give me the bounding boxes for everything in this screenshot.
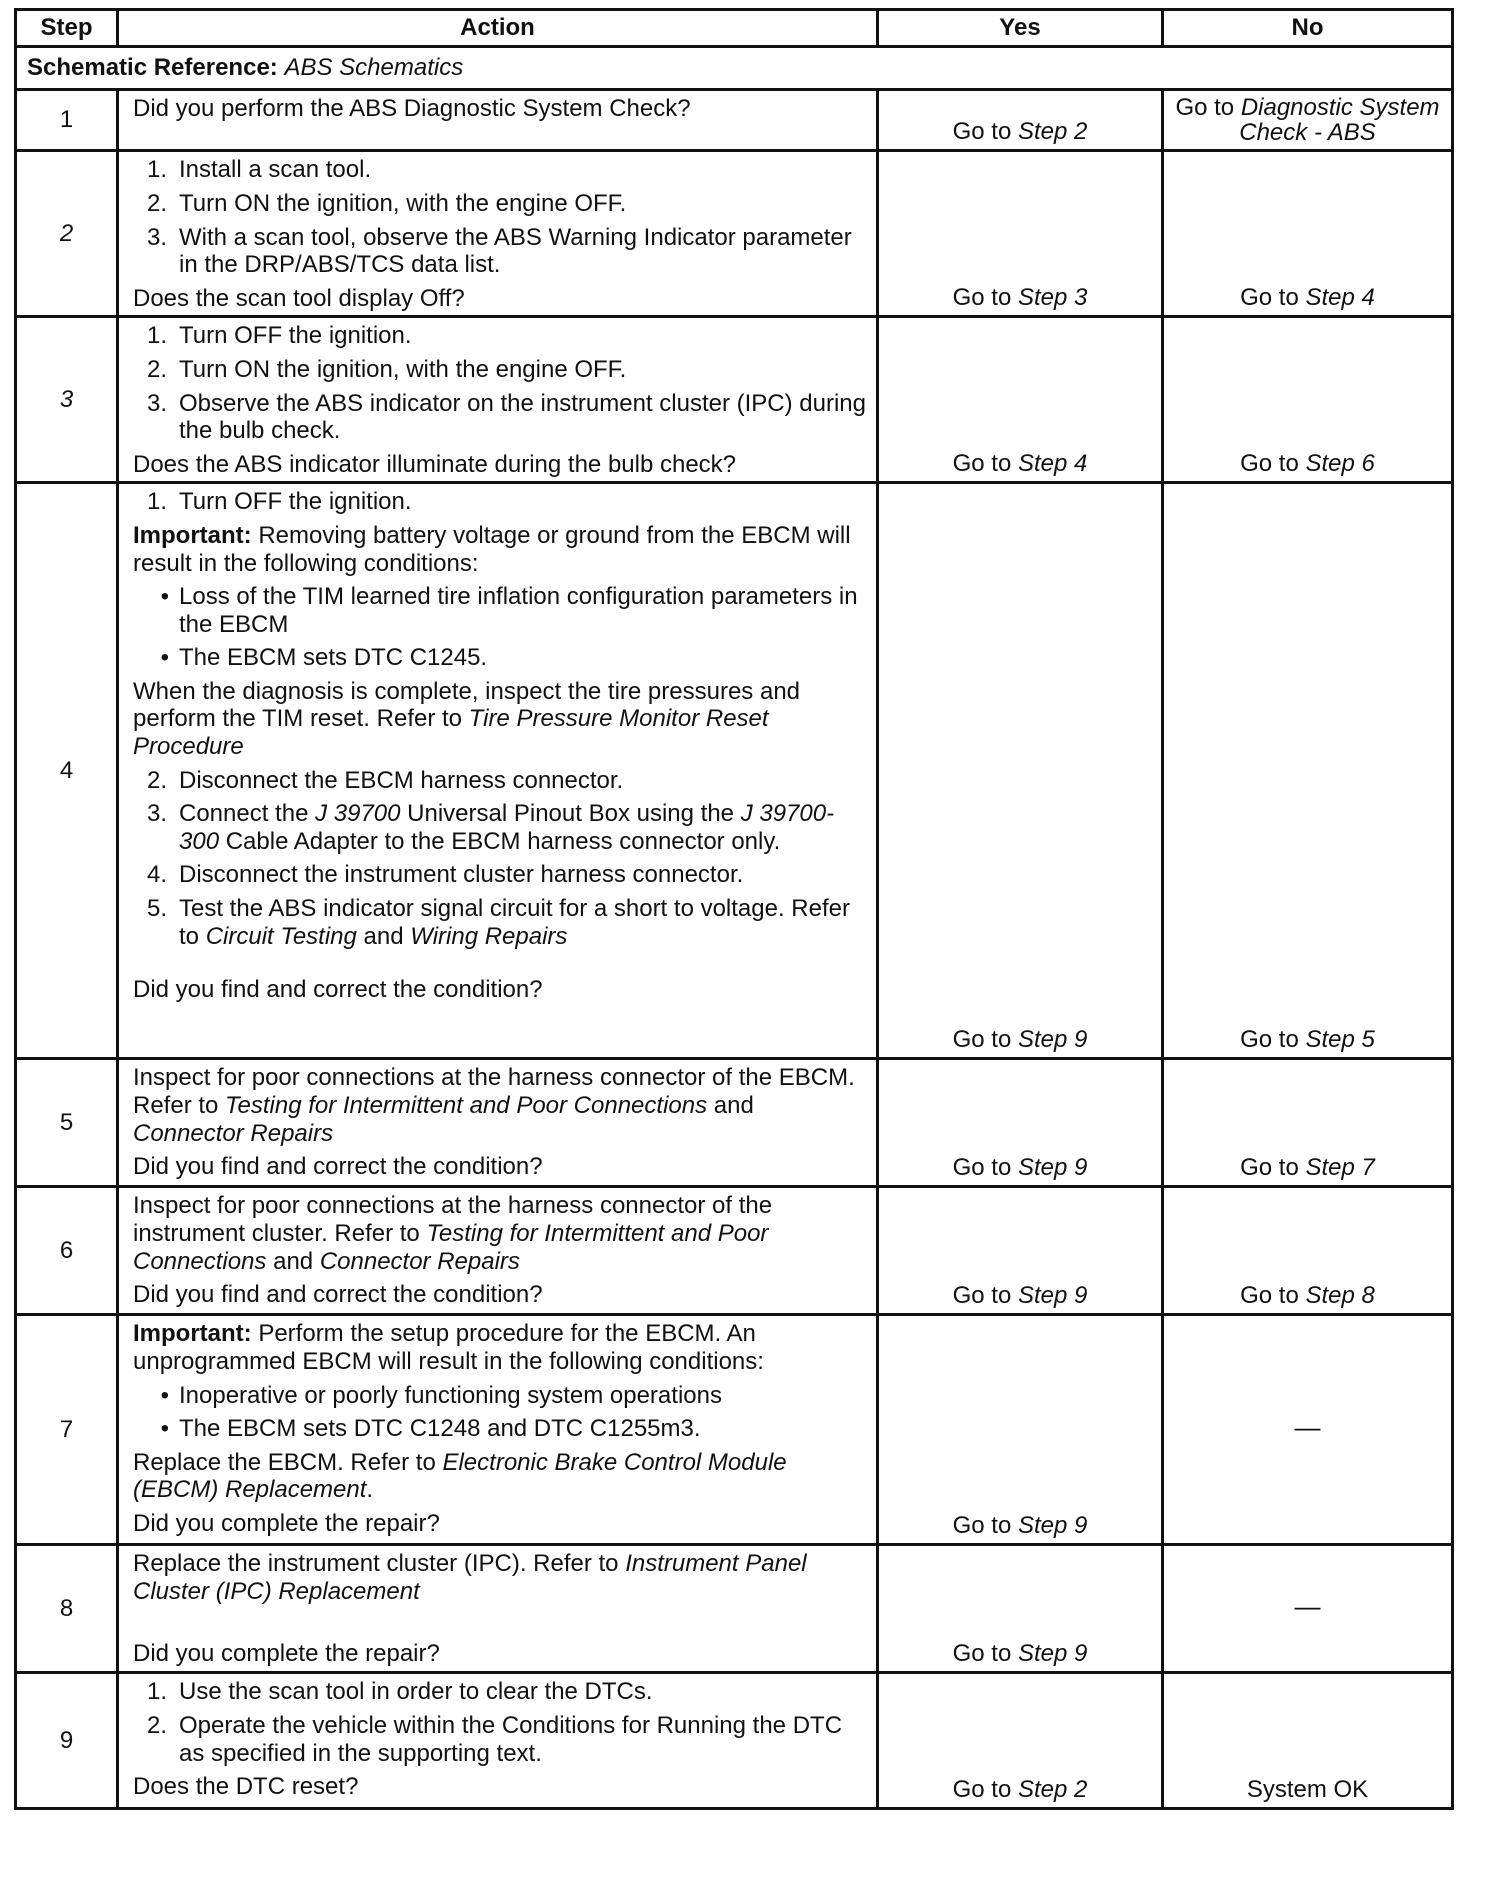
yes-link[interactable]: Step 9 [1017,1639,1088,1667]
list-item: 3. Connect the J 39700 Universal Pinout Box using the J 39700-300 Cable Adapter to the EBCM harness connector only. [146,800,835,855]
no-cell: System OK [1163,1673,1453,1809]
no-link[interactable]: Diagnostic System Check - ABS [1239,94,1440,147]
header-row [16,10,1453,47]
step-number: 6 [16,1187,118,1315]
no-cell: Go to Step 7 [1163,1059,1453,1187]
no-link[interactable]: Step 5 [1305,1025,1375,1053]
yes-link[interactable]: Step 9 [1017,1511,1088,1539]
header-action: Action [118,10,878,47]
step-number: 3 [16,317,118,483]
no-cell: — [1163,1545,1453,1673]
important-note: Important: Removing battery voltage or ground from the EBCM will result in the following conditions: [133,521,851,577]
list-item: 1. Turn OFF the ignition. [146,488,412,516]
question: Did you perform the ABS Diagnostic System Check? [133,95,691,122]
list-item: • The EBCM sets DTC C1248 and DTC C1255m3. [160,1415,701,1443]
no-link[interactable]: Step 8 [1305,1281,1375,1309]
table-row-step-1 [16,90,1453,151]
yes-link[interactable]: Step 9 [1017,1025,1088,1053]
no-link[interactable]: Step 4 [1305,283,1375,311]
action-cell [118,1673,878,1809]
schematic-reference [16,47,1453,90]
yes-cell: Go to Step 3 [878,151,1163,317]
list-item: 2. Turn ON the ignition, with the engine OFF. [146,189,627,217]
step-number: 4 [16,483,118,1059]
header-no: No [1163,10,1453,47]
connector-repairs-link[interactable]: Connector Repairs [133,1119,334,1147]
table-row-step-9 [16,1673,1453,1809]
yes-cell: Go to Step 9 [878,1545,1163,1673]
no-link[interactable]: Step 7 [1305,1153,1375,1181]
list-item: • Inoperative or poorly functioning system operations [160,1381,722,1409]
list-item: 4. Disconnect the instrument cluster harness connector. [146,861,744,889]
step-number: 2 [16,151,118,317]
list-item: • Loss of the TIM learned tire inflation configuration parameters in the EBCM [160,583,858,638]
yes-link[interactable]: Step 9 [1017,1153,1088,1181]
list-item: 2. Disconnect the EBCM harness connector. [146,766,624,794]
question: Did you find and correct the condition? [133,976,543,1004]
connector-repairs-link[interactable]: Connector Repairs [319,1247,520,1275]
table-row-step-8 [16,1545,1453,1673]
ebcm-replacement-link[interactable]: Electronic Brake Control Module (EBCM) Replacement [133,1448,787,1504]
step-number: 1 [16,90,118,151]
yes-link[interactable]: Step 9 [1017,1281,1088,1309]
numbered-list [133,1678,866,1767]
no-cell: Go to Step 4 [1163,151,1453,317]
schematic-reference-row [16,47,1453,90]
intermittent-connections-link[interactable]: Testing for Intermittent and Poor Connections [225,1091,708,1119]
step-number: 9 [16,1673,118,1809]
question: Did you complete the repair? [133,1509,440,1537]
replace-text: Replace the instrument cluster (IPC). Refer to Instrument Panel Cluster (IPC) Replacement [133,1550,807,1605]
bullet-list [133,583,866,672]
table-row-step-3 [16,317,1453,483]
schematic-reference-link[interactable]: ABS Schematics [284,54,464,82]
list-item: 5. Test the ABS indicator signal circuit for a short to voltage. Refer to Circuit Testing and Wiring Repairs [146,895,850,950]
no-cell: Go to Step 6 [1163,317,1453,483]
yes-cell [878,90,1163,151]
no-cell: Go to Step 5 [1163,483,1453,1059]
numbered-list [133,322,866,444]
question: Did you find and correct the condition? [133,1153,543,1181]
yes-cell: Go to Step 9 [878,483,1163,1059]
action-cell [118,1187,878,1315]
yes-cell: Go to Step 9 [878,1187,1163,1315]
list-item: 3. Observe the ABS indicator on the instrument cluster (IPC) during the bulb check. [146,389,866,445]
table-row-step-7 [16,1315,1453,1545]
no-cell: — [1163,1315,1453,1545]
action-cell [118,483,878,1059]
no-prefix: Go to [1175,94,1241,121]
tire-pressure-link[interactable]: Tire Pressure Monitor Reset Procedure [133,705,769,761]
inspect-text: Inspect for poor connections at the harness connector of the EBCM. Refer to Testing for Intermittent and Poor Connections and Connector Repairs [133,1064,855,1147]
list-item: 2. Operate the vehicle within the Conditions for Running the DTC as specified in the supporting text. [146,1711,843,1767]
yes-link[interactable]: Step 3 [1017,283,1088,311]
step-number: 5 [16,1059,118,1187]
action-cell [118,1315,878,1545]
action-cell [118,90,878,151]
question: Does the DTC reset? [133,1773,359,1801]
step-number: 8 [16,1545,118,1673]
list-item: 1. Use the scan tool in order to clear the DTCs. [146,1678,653,1706]
schematic-reference-label: Schematic Reference: [27,54,278,82]
numbered-list [133,488,866,516]
header-step: Step [16,10,118,47]
list-item: 2. Turn ON the ignition, with the engine OFF. [146,355,627,383]
table-row-step-4 [16,483,1453,1059]
header-yes: Yes [878,10,1163,47]
question: Does the ABS indicator illuminate during the bulb check? [133,450,737,478]
wiring-repairs-link[interactable]: Wiring Repairs [410,922,568,950]
numbered-list [133,767,866,951]
important-note: Important: Perform the setup procedure for the EBCM. An unprogrammed EBCM will result in the following conditions: [133,1320,764,1375]
action-cell [118,1545,878,1673]
no-cell [1163,90,1453,151]
no-cell: Go to Step 8 [1163,1187,1453,1315]
yes-cell: Go to Step 2 [878,1673,1163,1809]
tim-reset-note: When the diagnosis is complete, inspect the tire pressures and perform the TIM reset. Refer to Tire Pressure Monitor Reset Procedure [133,677,801,761]
yes-cell: Go to Step 9 [878,1059,1163,1187]
ipc-replacement-link[interactable]: Instrument Panel Cluster (IPC) Replacement [133,1550,807,1605]
list-item: 3. With a scan tool, observe the ABS Warning Indicator parameter in the DRP/ABS/TCS data list. [146,223,852,279]
list-item: • The EBCM sets DTC C1245. [160,644,488,672]
yes-prefix: Go to [952,117,1018,145]
list-item: 1. Install a scan tool. [146,156,372,184]
yes-link[interactable]: Step 2 [1017,117,1088,145]
yes-cell: Go to Step 4 [878,317,1163,483]
question: Does the scan tool display Off? [133,284,465,312]
bullet-list [133,1382,866,1443]
action-cell [118,1059,878,1187]
numbered-list [133,156,866,278]
table-row-step-6 [16,1187,1453,1315]
question: Did you find and correct the condition? [133,1281,543,1309]
step-number: 7 [16,1315,118,1545]
yes-link[interactable]: Step 2 [1017,1775,1088,1803]
intermittent-connections-link[interactable]: Testing for Intermittent and Poor Connections [133,1219,769,1275]
action-cell [118,151,878,317]
inspect-text: Inspect for poor connections at the harness connector of the instrument cluster. Refer to Testing for Intermittent and Poor Connections and Connector Repairs [133,1192,773,1275]
replace-text: Replace the EBCM. Refer to Electronic Brake Control Module (EBCM) Replacement. [133,1448,787,1504]
table-row-step-5 [16,1059,1453,1187]
question: Did you complete the repair? [133,1639,440,1667]
circuit-testing-link[interactable]: Circuit Testing [205,922,357,950]
no-link[interactable]: Step 6 [1305,449,1375,477]
yes-cell: Go to Step 9 [878,1315,1163,1545]
yes-link[interactable]: Step 4 [1017,449,1088,477]
list-item: 1. Turn OFF the ignition. [146,322,412,350]
action-cell [118,317,878,483]
diagnostic-table [14,8,1454,1810]
table-row-step-2 [16,151,1453,317]
